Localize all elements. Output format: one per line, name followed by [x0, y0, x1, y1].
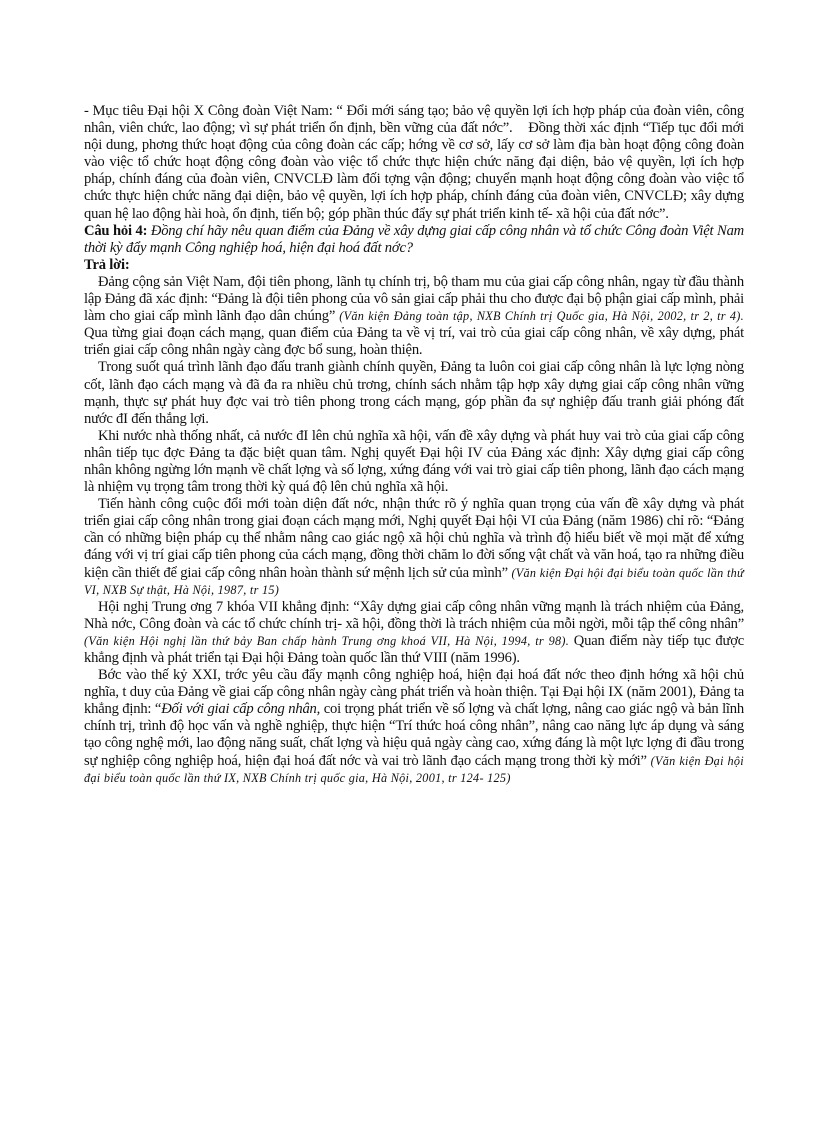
body-paragraph-6 [84, 667, 744, 787]
intro-goal-text: - Mục tiêu Đại hội X Công đoàn Việt Nam: “ Đổi mới sáng tạo; bảo vệ quyền lợi ích hợp pháp của đoàn viên, công nhân, viên chức, lao động; vì sự phát triển ổn định, bền vững của đất nớc”. [84, 103, 744, 137]
p6-text-b: coi trọng phát triển về số lợng và chất lợng, nâng cao giác ngộ và bản lĩnh chính trị, trình độ học vấn và nghề nghiệp, thực hiện “Trí thức hoá công nhân”, nâng cao năng lực áp dụng và sáng tạo công nghệ mới, lao động năng suất, chất lợng và hiệu quả ngày càng cao, xứng đáng là một lực lợng đi đầu trong sự nghiệp công nghiệp hoá, hiện đại hoá đất nớc và vai trò lãnh đạo cách mạng trong thời kỳ mới” [84, 701, 744, 769]
question-paragraph [84, 223, 744, 257]
p6-text: Bớc vào thế kỷ XXI, trớc yêu cầu đẩy mạnh công nghiệp hoá, hiện đại hoá đất nớc theo định hớng xã hội chủ nghĩa, t duy của Đảng về giai cấp công nhân ngày càng phát triển và hoàn thiện. Tại Đại hội IX (năm 2001), Đảng ta khẳng định: “ [84, 667, 744, 718]
question-label: Câu hỏi 4: [84, 222, 148, 239]
p5-citation: (Văn kiện Hội nghị lần thứ bảy Ban chấp hành Trung ơng khoá VII, Hà Nội, 1994, tr 98). [84, 633, 570, 648]
p1-citation: (Văn kiện Đảng toàn tập, NXB Chính trị Quốc gia, Hà Nội, 2002, tr 2, tr 4). [339, 309, 744, 324]
body-paragraph-5 [84, 599, 744, 667]
document-page [84, 103, 744, 787]
p4-citation: (Văn kiện Đại hội đại biểu toàn quốc lần thứ VI, NXB Sự thật, Hà Nội, 1987, tr 15) [84, 565, 745, 597]
p5-text-b: Quan điểm này tiếp tục được khẳng định và phát triển tại Đại hội Đảng toàn quốc lần thứ VIII (năm 1996). [84, 632, 744, 666]
body-paragraph-1 [84, 274, 744, 359]
p4-text: Tiến hành công cuộc đổi mới toàn diện đất nớc, nhận thức rõ ý nghĩa quan trọng của vấn đề xây dựng và phát triển giai cấp công nhân trong giai đoạn cách mạng mới, Nghị quyết Đại hội VI của Đảng (năm 1986) chỉ rõ: “Đảng cần có những biện pháp cụ thể nhằm nâng cao giác ngộ xã hội chủ nghĩa và trình độ hiểu biết về mọi mặt để xứng đáng với vị trí giai cấp tiên phong của cách mạng, đồng thời chăm lo đời sống vật chất và văn hoá, tạo ra những điều kiện cần thiết để giai cấp công nhân hoàn thành sứ mệnh lịch sử của mình” [84, 496, 744, 581]
p6-citation: (Văn kiện Đại hội đại biểu toàn quốc lần thứ IX, NXB Chính trị quốc gia, Hà Nội, 2001, tr 124- 125) [84, 753, 744, 785]
p5-text: Hội nghị Trung ơng 7 khóa VII khẳng định: “Xây dựng giai cấp công nhân vững mạnh là trách nhiệm của Đảng, Nhà nớc, Công đoàn và các tổ chức chính trị- xã hội, đồng thời là trách nhiệm của mỗi ngời, mỗi tập thể công nhân” [84, 598, 744, 632]
question-text: Đồng chí hãy nêu quan điểm của Đảng về xây dựng giai cấp công nhân và tổ chức Công đoàn Việt Nam thời kỳ đẩy mạnh Công nghiệp hoá, hiện đại hoá đất nớc? [84, 222, 745, 256]
answer-label: Trả lời: [84, 256, 130, 273]
p1-text: Đảng cộng sản Việt Nam, đội tiên phong, lãnh tụ chính trị, bộ tham mu của giai cấp công nhân, ngay từ đầu thành lập Đảng đã xác định: “Đảng là đội tiên phong của vô sản giai cấp phải thu cho được đại bộ phận giai cấp mình, phải làm cho giai cấp mình lãnh đạo dân chúng” [84, 273, 744, 325]
body-paragraph-3: Khi nước nhà thống nhất, cả nước đI lên chủ nghĩa xã hội, vấn đề xây dựng và phát huy vai trò của giai cấp công nhân tiếp tục đợc Đảng ta đặc biệt quan tâm. Nghị quyết Đại hội IV của Đảng xác định: Xây dựng giai cấp công nhân không ngừng lớn mạnh về chất lợng và số lợng, xứng đáng với vai trò giai cấp tiên phong, lãnh đạo cách mạng là nhiệm vụ trọng tâm trong thời kỳ quá độ lên chủ nghĩa xã hội. [84, 427, 744, 496]
body-paragraph-4 [84, 496, 744, 599]
intro-congress-text: Đồng thời xác định “Tiếp tục đổi mới nội dung, phơng thức hoạt động của công đoàn các cấp; hớng về cơ sở, lấy cơ sở làm địa bàn hoạt động công đoàn vào việc tổ chức hoạt động công đoàn vào việc tổ chức thực hiện chức năng đại diện, bảo vệ quyền, lợi ích hợp pháp, chính đáng của đoàn viên, CNVCLĐ làm đối tợng vận động; chuyển mạnh hoạt động công đoàn vào việc tổ chức thực hiện chức năng đại diện, bảo vệ quyền, lợi ích hợp pháp, chính đáng của đoàn viên, CNVCLĐ; xây dựng quan hệ lao động hài hoà, ổn định, tiến bộ; góp phần thúc đẩy sự phát triển kinh tế- xã hội của đất nớc”. [84, 120, 744, 222]
intro-paragraph [84, 103, 744, 223]
body-paragraph-2: Trong suốt quá trình lãnh đạo đấu tranh giành chính quyền, Đảng ta luôn coi giai cấp công nhân là lực lợng nòng cốt, lãnh đạo cách mạng và đã đa ra nhiều chủ trơng, chính sách nhằm tập hợp xây dựng giai cấp công nhân vững mạnh, thực sự phát huy đợc vai trò tiên phong trong cách mạng, góp phần đa sự nghiệp đấu tranh giải phóng đất nước đI đến thắng lợi. [84, 359, 744, 427]
p6-quote: Đối với giai cấp công nhân, [161, 701, 321, 718]
p1-text-b: Qua từng giai đoạn cách mạng, quan điểm của Đảng ta về vị trí, vai trò của giai cấp công nhân, về xây dựng, phát triển giai cấp công nhân ngày càng đợc bổ sung, hoàn thiện. [84, 325, 744, 359]
